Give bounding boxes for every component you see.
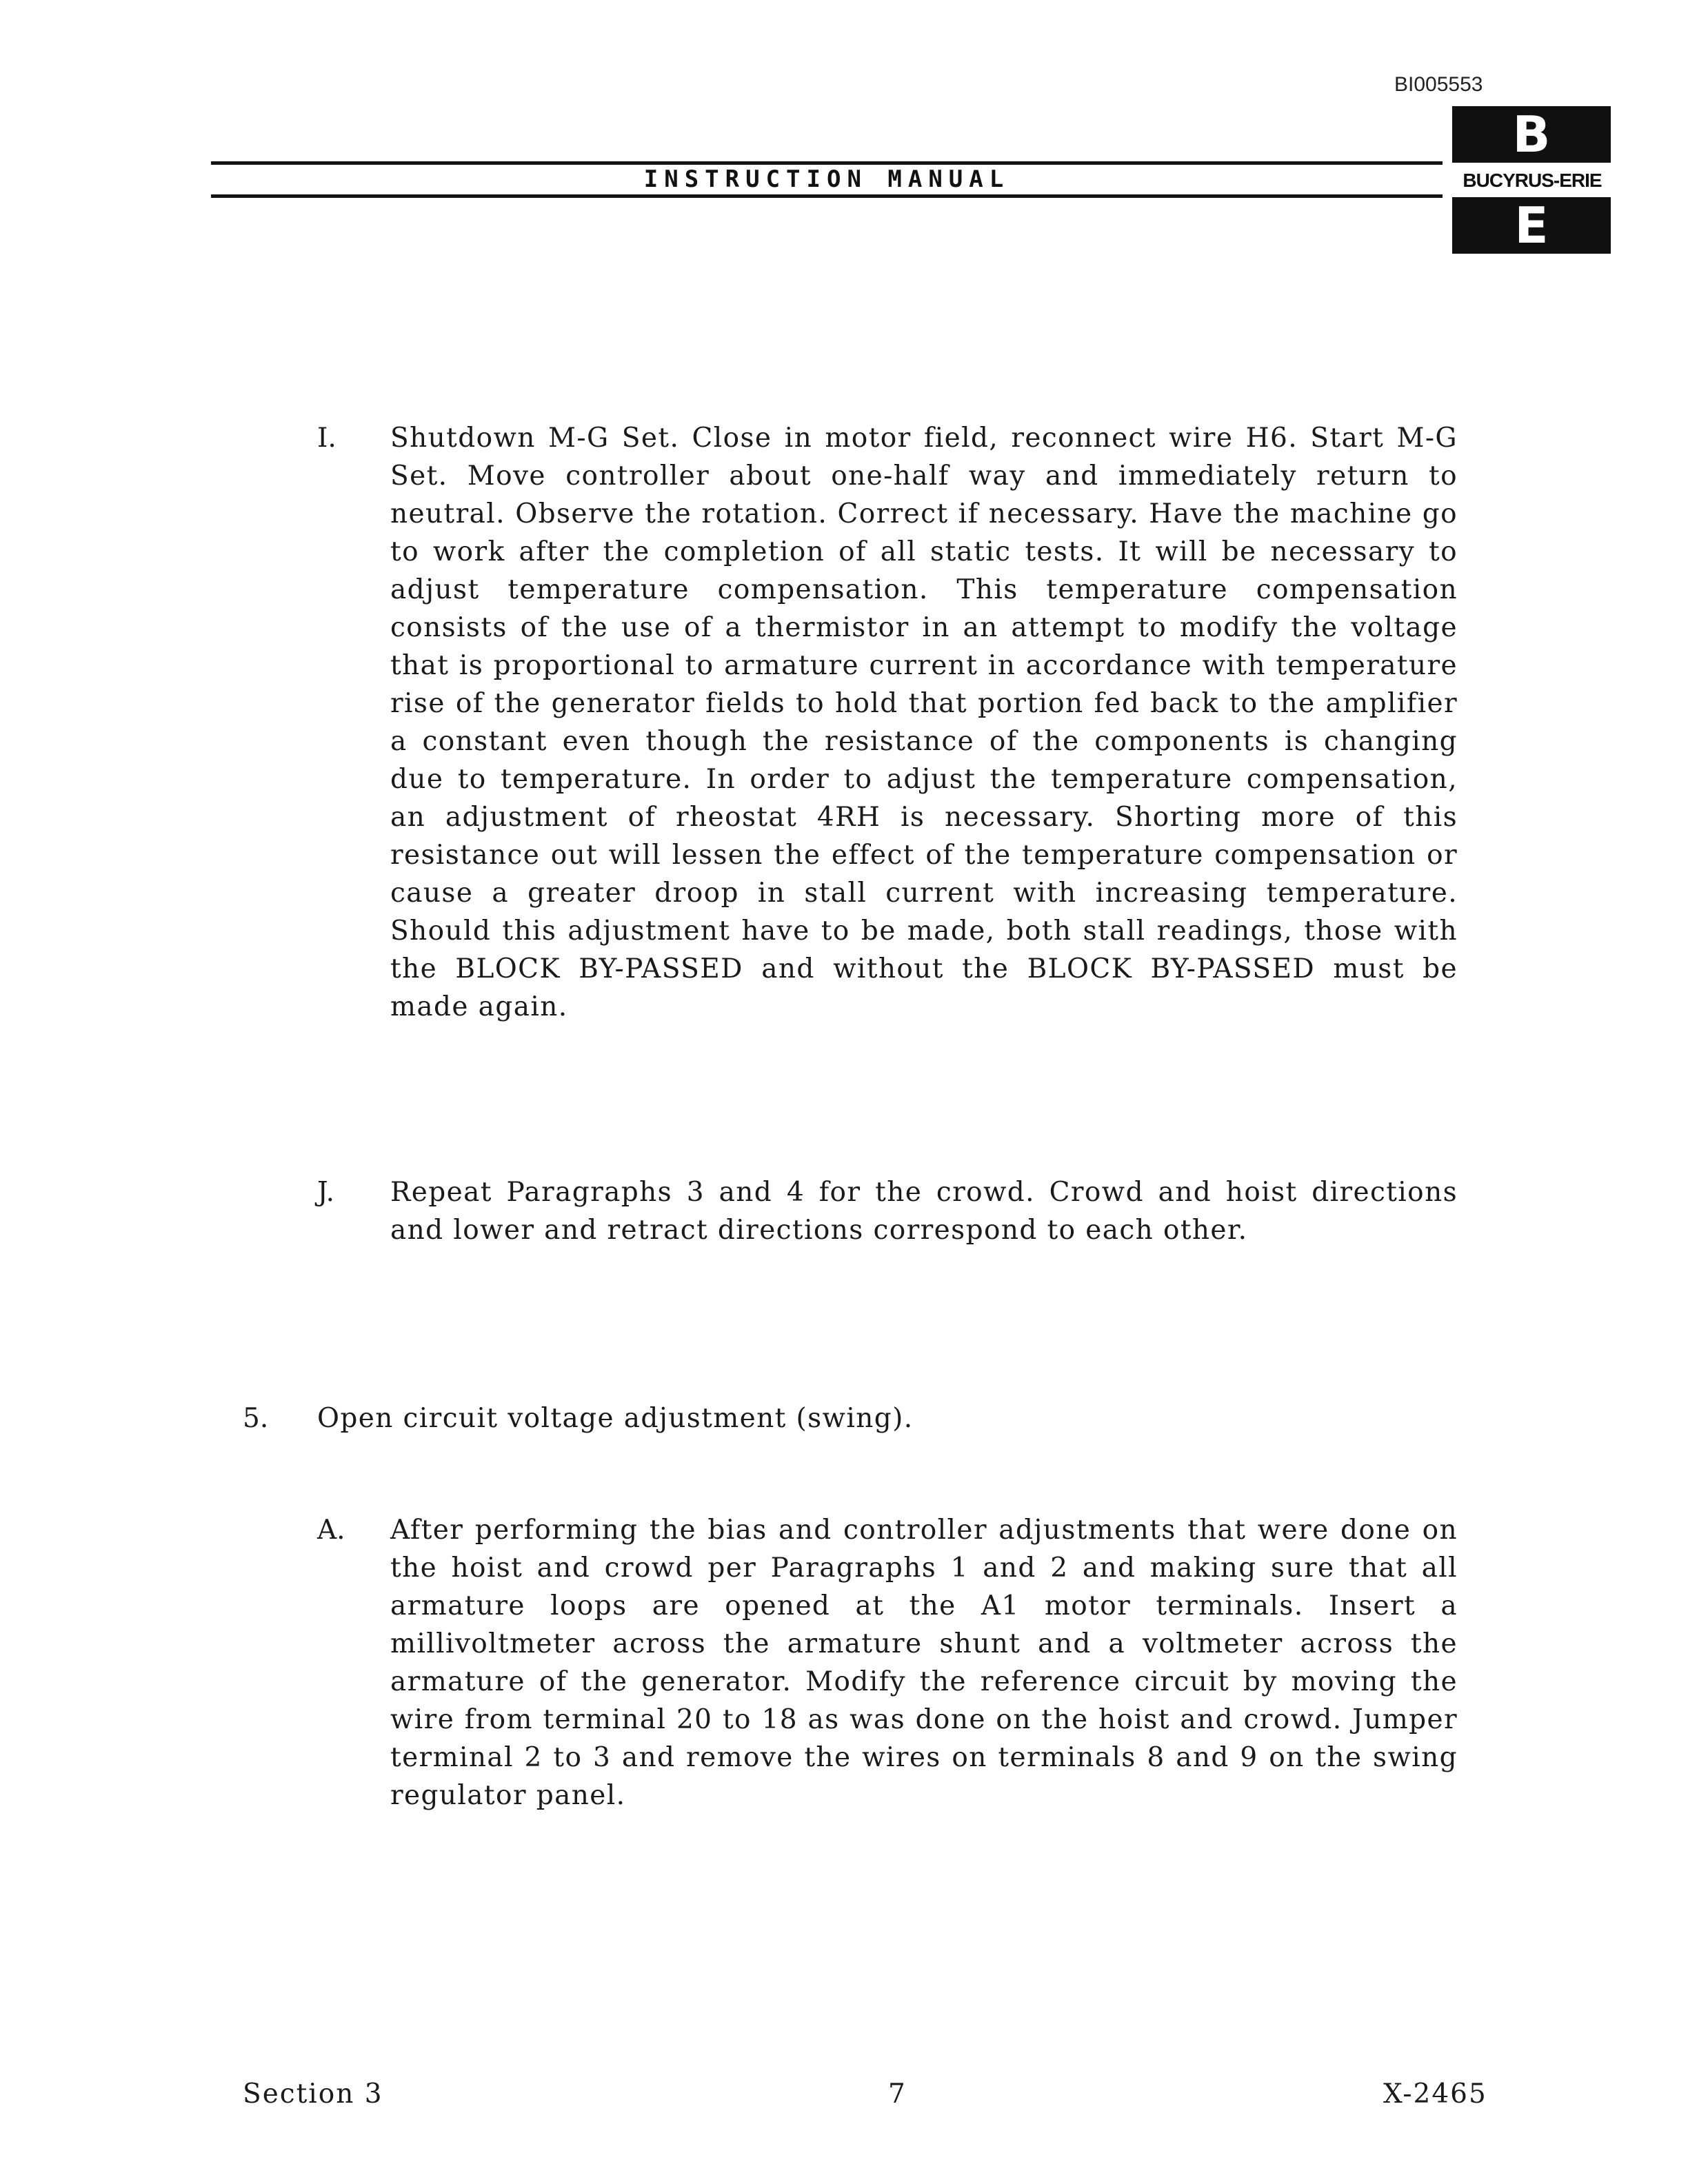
header-title: INSTRUCTION MANUAL (643, 165, 1010, 193)
logo-b-block: B (1452, 106, 1611, 163)
logo-company-name: BUCYRUS-ERIE (1463, 170, 1602, 191)
item-text: Shutdown M-G Set. Close in motor field, reconnect wire H6. Start M-G Set. Move controller about one-half way and immediately return to neutral. Observe the rotation. Correct if necessary. Have the machine go to work after the completion of all static tests. It will be necessary to adjust temperature compensation. This temperature compensation consists of the use of a thermistor in an attempt to modify the voltage that is proportional to armature current in accordance with temperature rise of the generator fields to hold that portion fed back to the amplifier a constant even though the resistance of the components is changing due to temperature. In order to adjust the temperature compensation, an adjustment of rheostat 4RH is necessary. Shorting more of this resistance out will lessen the effect of the temperature compensation or cause a greater droop in stall current with increasing temperature. Should this adjustment have to be made, both stall readings, those with the BLOCK BY-PASSED and without the BLOCK BY-PASSED must be made again. (390, 423, 1458, 1022)
item-text: Repeat Paragraphs 3 and 4 for the crowd. Crowd and hoist directions and lower and retract directions correspond to each other. (390, 1177, 1458, 1246)
item-label: 5. (243, 1403, 269, 1434)
document-id: BI005553 (1394, 73, 1483, 96)
footer-section: Section 3 (243, 2079, 383, 2110)
header-rule-bottom (211, 194, 1443, 198)
item-label: I. (317, 423, 336, 454)
item-label: J. (317, 1177, 335, 1208)
logo-e-block: E (1452, 197, 1611, 254)
item-text: Open circuit voltage adjustment (swing). (317, 1403, 914, 1434)
footer-document-number: X-2465 (1383, 2079, 1487, 2110)
item-text: After performing the bias and controller adjustments that were done on the hoist and crowd per Paragraphs 1 and 2 and making sure that all armature loops are opened at the A1 motor terminals. Insert a millivoltmeter across the armature shunt and a voltmeter across the armature of the generator. Modify the reference circuit by moving the wire from terminal 20 to 18 as was done on the hoist and crowd. Jumper terminal 2 to 3 and remove the wires on terminals 8 and 9 on the swing regulator panel. (390, 1515, 1458, 1811)
item-label: A. (317, 1515, 345, 1546)
footer-page-number: 7 (888, 2079, 907, 2110)
